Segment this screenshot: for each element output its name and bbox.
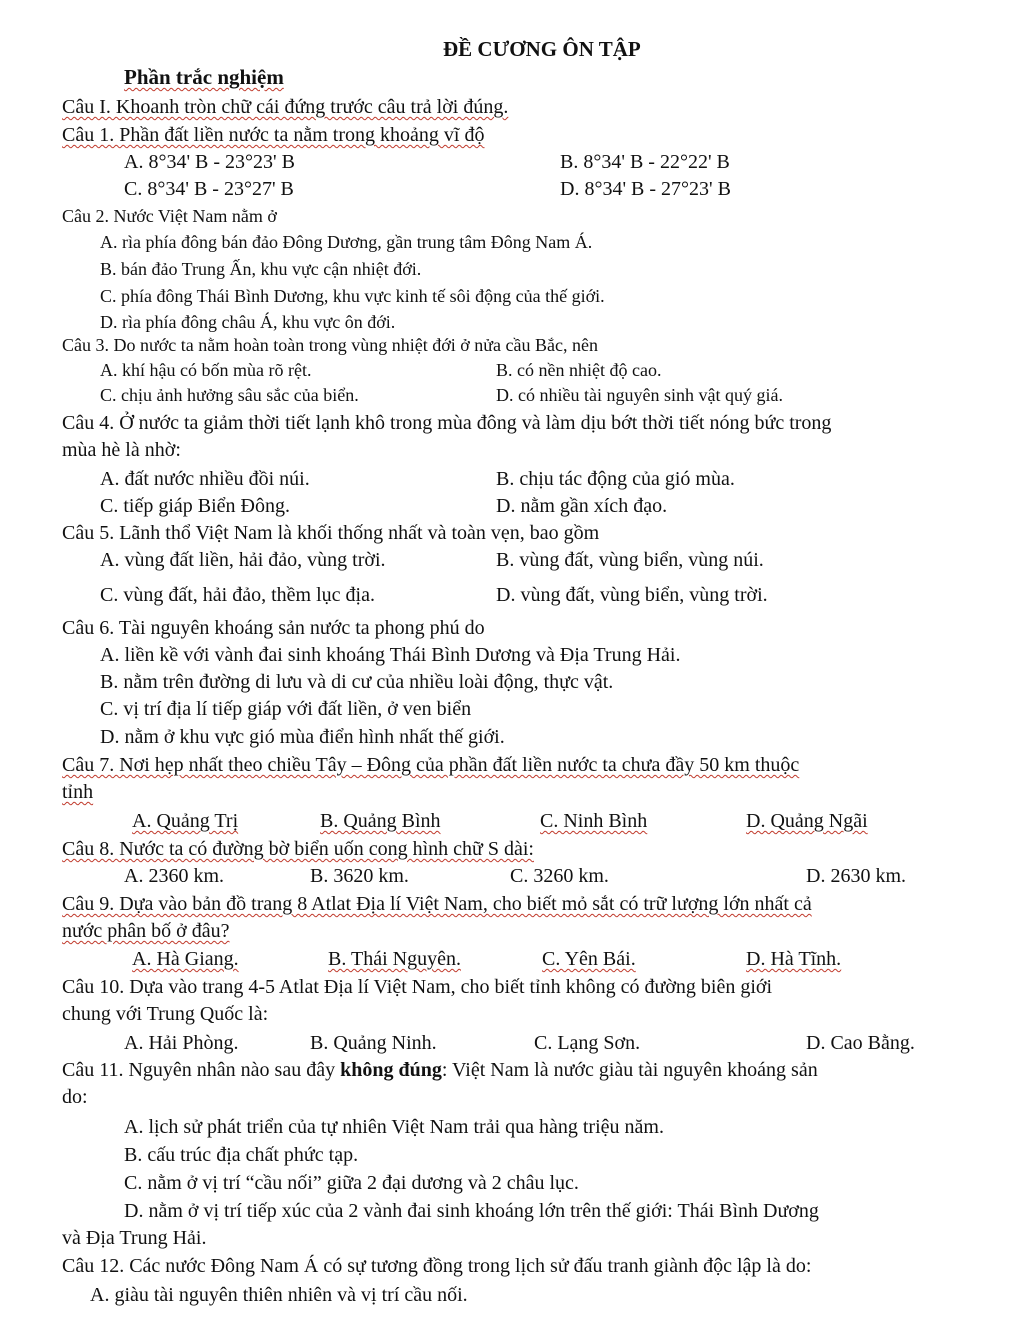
q11-stem-post: : Việt Nam là nước giàu tài nguyên khoáng sản — [441, 1059, 818, 1081]
q6-stem: Câu 6. Tài nguyên khoáng sản nước ta phong phú do — [62, 617, 485, 639]
q6-option-d: D. nằm ở khu vực gió mùa điển hình nhất thế giới. — [100, 726, 505, 748]
q2-stem: Câu 2. Nước Việt Nam nằm ở — [62, 206, 277, 226]
q11-stem-emphasis: không đúng — [340, 1059, 442, 1081]
q11-option-d-line-1: D. nằm ở vị trí tiếp xúc của 2 vành đai sinh khoáng lớn trên thế giới: Thái Bình Dương — [124, 1200, 819, 1222]
q12-option-a: A. giàu tài nguyên thiên nhiên và vị trí cầu nối. — [90, 1284, 468, 1306]
q1-stem: Câu 1. Phần đất liền nước ta nằm trong khoảng vĩ độ — [62, 124, 485, 146]
q9-option-d: D. Hà Tĩnh. — [746, 948, 842, 970]
q11-option-c: C. nằm ở vị trí “cầu nối” giữa 2 đại dương và 2 châu lục. — [124, 1172, 579, 1194]
q7-option-a: A. Quảng Trị — [132, 810, 239, 832]
q11-stem-pre: Câu 11. Nguyên nhân nào sau đây — [62, 1059, 341, 1081]
q2-option-a: A. rìa phía đông bán đảo Đông Dương, gần trung tâm Đông Nam Á. — [100, 232, 593, 252]
q2-option-c: C. phía đông Thái Bình Dương, khu vực kinh tế sôi động của thế giới. — [100, 286, 605, 306]
q3-option-c: C. chịu ảnh hưởng sâu sắc của biển. — [100, 385, 359, 405]
q9-option-a: A. Hà Giang. — [132, 948, 239, 970]
q10-option-b: B. Quảng Ninh. — [310, 1032, 437, 1054]
q12-stem: Câu 12. Các nước Đông Nam Á có sự tương đồng trong lịch sử đấu tranh giành độc lập là do: — [62, 1255, 812, 1277]
q9-stem-line-2: nước phân bố ở đâu? — [62, 920, 230, 942]
q8-option-d: D. 2630 km. — [806, 865, 906, 887]
q8-stem: Câu 8. Nước ta có đường bờ biển uốn cong hình chữ S dài: — [62, 838, 534, 860]
q6-option-c: C. vị trí địa lí tiếp giáp với đất liền, ở ven biển — [100, 698, 472, 720]
q10-stem-line-2: chung với Trung Quốc là: — [62, 1003, 269, 1025]
q4-option-b: B. chịu tác động của gió mùa. — [496, 468, 735, 490]
q1-option-b: B. 8°34' B - 22°22' B — [560, 151, 730, 173]
q1-option-a: A. 8°34' B - 23°23' B — [124, 151, 295, 173]
q9-option-c: C. Yên Bái. — [542, 948, 636, 970]
q8-option-a: A. 2360 km. — [124, 865, 224, 887]
q5-option-a: A. vùng đất liền, hải đảo, vùng trời. — [100, 549, 386, 571]
q7-stem-line-2: tỉnh — [62, 781, 94, 803]
q5-option-d: D. vùng đất, vùng biển, vùng trời. — [496, 584, 768, 606]
q8-option-b: B. 3620 km. — [310, 865, 409, 887]
instruction: Câu I. Khoanh tròn chữ cái đứng trước câu trả lời đúng. — [62, 96, 509, 118]
q9-stem-line-1: Câu 9. Dựa vào bản đồ trang 8 Atlat Địa lí Việt Nam, cho biết mỏ sắt có trữ lượng lớn nhất cả — [62, 893, 812, 915]
q6-option-b: B. nằm trên đường di lưu và di cư của nhiều loài động, thực vật. — [100, 671, 614, 693]
q8-option-c: C. 3260 km. — [510, 865, 609, 887]
q1-option-d: D. 8°34' B - 27°23' B — [560, 178, 731, 200]
q4-option-d: D. nằm gần xích đạo. — [496, 495, 668, 517]
q7-option-b: B. Quảng Bình — [320, 810, 441, 832]
q3-option-b: B. có nền nhiệt độ cao. — [496, 360, 662, 380]
q5-option-c: C. vùng đất, hải đảo, thềm lục địa. — [100, 584, 375, 606]
q7-option-d: D. Quảng Ngãi — [746, 810, 868, 832]
q11-option-b: B. cấu trúc địa chất phức tạp. — [124, 1144, 359, 1166]
q10-option-d: D. Cao Bằng. — [806, 1032, 915, 1054]
q9-option-b: B. Thái Nguyên. — [328, 948, 461, 970]
q4-stem-line-1: Câu 4. Ở nước ta giảm thời tiết lạnh khô trong mùa đông và làm dịu bớt thời tiết nóng bức trong — [62, 412, 832, 434]
section-heading: Phần trắc nghiệm — [124, 65, 284, 89]
q4-option-a: A. đất nước nhiều đồi núi. — [100, 468, 310, 490]
q2-option-d: D. rìa phía đông châu Á, khu vực ôn đới. — [100, 312, 396, 332]
q10-option-a: A. Hải Phòng. — [124, 1032, 239, 1054]
q3-option-d: D. có nhiều tài nguyên sinh vật quý giá. — [496, 385, 783, 405]
q6-option-a: A. liền kề với vành đai sinh khoáng Thái Bình Dương và Địa Trung Hải. — [100, 644, 681, 666]
q1-option-c: C. 8°34' B - 23°27' B — [124, 178, 294, 200]
q2-option-b: B. bán đảo Trung Ấn, khu vực cận nhiệt đới. — [100, 259, 422, 279]
q7-stem-line-1: Câu 7. Nơi hẹp nhất theo chiều Tây – Đông của phần đất liền nước ta chưa đầy 50 km thuộc — [62, 754, 800, 776]
q10-stem-line-1: Câu 10. Dựa vào trang 4-5 Atlat Địa lí Việt Nam, cho biết tỉnh không có đường biên giới — [62, 976, 773, 998]
document-title: ĐỀ CƯƠNG ÔN TẬP — [443, 37, 641, 61]
q10-option-c: C. Lạng Sơn. — [534, 1032, 641, 1054]
q11-stem-line-2: do: — [62, 1086, 88, 1108]
q11-stem-line-1 — [62, 1057, 818, 1083]
q11-option-a: A. lịch sử phát triển của tự nhiên Việt Nam trải qua hàng triệu năm. — [124, 1116, 664, 1138]
q3-stem: Câu 3. Do nước ta nằm hoàn toàn trong vùng nhiệt đới ở nửa cầu Bắc, nên — [62, 335, 598, 355]
q11-option-d-line-2: và Địa Trung Hải. — [62, 1227, 207, 1249]
q4-option-c: C. tiếp giáp Biển Đông. — [100, 495, 290, 517]
q3-option-a: A. khí hậu có bốn mùa rõ rệt. — [100, 360, 312, 380]
q4-stem-line-2: mùa hè là nhờ: — [62, 439, 181, 461]
q5-option-b: B. vùng đất, vùng biển, vùng núi. — [496, 549, 764, 571]
q5-stem: Câu 5. Lãnh thổ Việt Nam là khối thống nhất và toàn vẹn, bao gồm — [62, 522, 600, 544]
q7-option-c: C. Ninh Bình — [540, 810, 648, 832]
